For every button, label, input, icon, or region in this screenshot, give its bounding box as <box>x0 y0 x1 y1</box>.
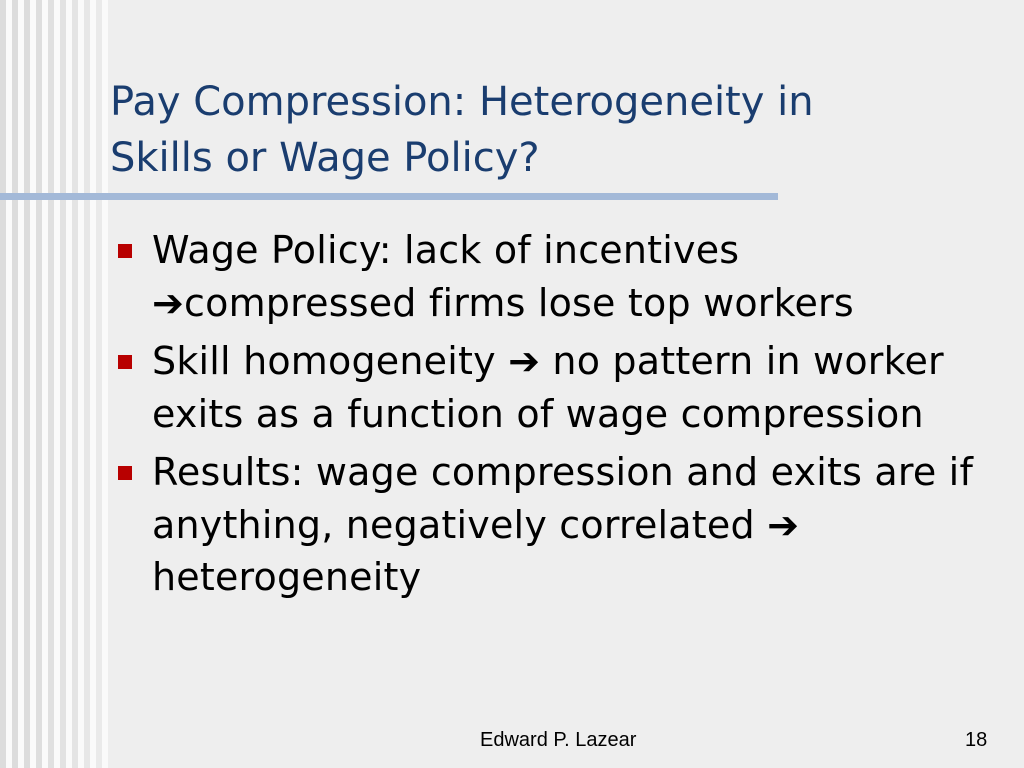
footer-author: Edward P. Lazear <box>480 729 637 751</box>
bullet-text <box>152 446 1017 604</box>
square-bullet-icon <box>118 466 132 480</box>
slide-title-line-2: Skills or Wage Policy? <box>110 135 540 181</box>
bullet-text-part-2: compressed firms lose top workers <box>184 280 854 325</box>
right-arrow-icon: ➔ <box>767 502 800 547</box>
right-arrow-icon: ➔ <box>152 280 185 325</box>
slide-title-line-1: Pay Compression: Heterogeneity in <box>110 79 814 125</box>
bullet-text <box>152 335 1017 440</box>
title-divider <box>0 193 778 200</box>
bullet-text <box>152 224 1017 329</box>
square-bullet-icon <box>118 244 132 258</box>
bullet-text-part-2: no pattern in worker exits as a function of wage compression <box>152 339 944 436</box>
bullet-item-results <box>112 446 1017 604</box>
page-number: 18 <box>965 729 988 751</box>
square-bullet-icon <box>118 355 132 369</box>
bullet-text-part-1: Results: wage compression and exits are if anything, negatively correlated <box>152 450 974 547</box>
bullet-text-part-1: Wage Policy: lack of incentives <box>152 228 740 272</box>
slide-title <box>110 74 970 186</box>
bullet-item-skill-homogeneity <box>112 335 1017 440</box>
bullet-list <box>112 224 1017 610</box>
bullet-text-part-2: heterogeneity <box>152 555 422 599</box>
bullet-item-wage-policy <box>112 224 1017 329</box>
bullet-text-part-1: Skill homogeneity <box>152 339 509 383</box>
right-arrow-icon: ➔ <box>508 339 541 383</box>
